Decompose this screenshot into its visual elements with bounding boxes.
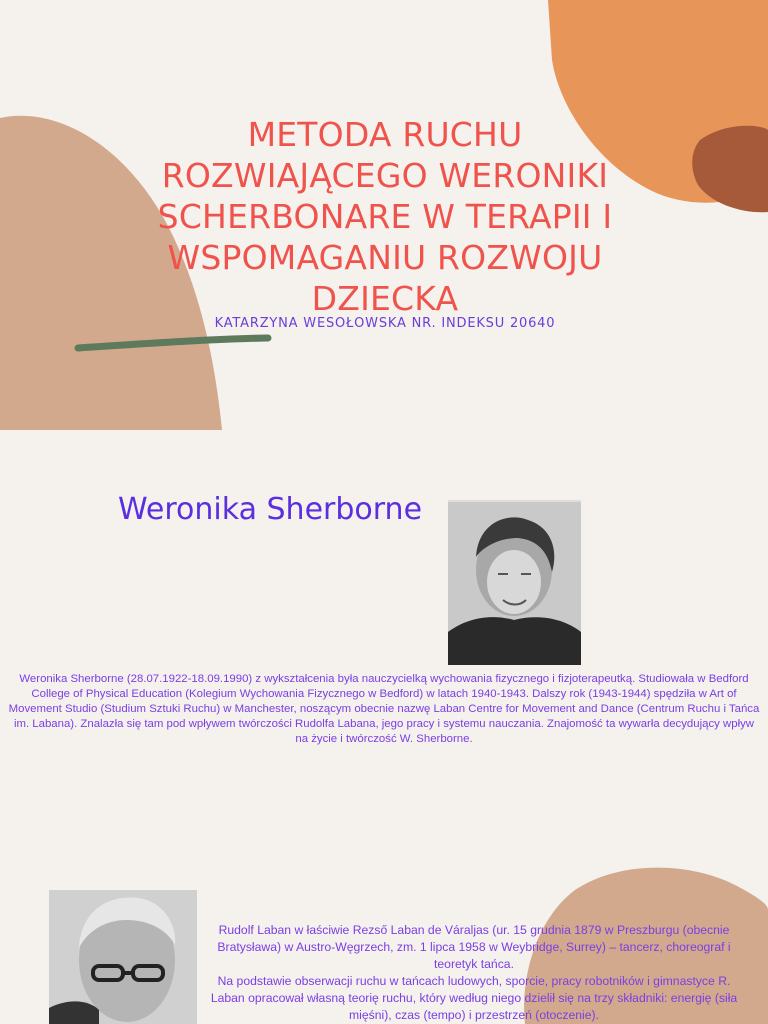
- laban-paragraph-2: Na podstawie obserwacji ruchu w tańcach ludowych, sporcie, pracy robotników i gimnastyce R. Laban opracował własną teorię ruchu, który według niego dzielił się na trzy składniki: energię (siła mięśni), czas (tempo) i przestrzeń (otoczenie).: [210, 974, 738, 1022]
- author-line: KATARZYNA WESOŁOWSKA NR. INDEKSU 20640: [214, 316, 556, 331]
- laban-slide: [0, 860, 768, 1024]
- laban-portrait-illustration: [49, 890, 197, 1024]
- presentation-title: METODA RUCHU ROZWIAJĄCEGO WERONIKI SCHERBONARE W TERAPII I WSPOMAGANIU ROZWOJU DZIECKA: [157, 115, 613, 319]
- biography-text: Weronika Sherborne (28.07.1922-18.09.1990) z wykształcenia była nauczycielką wychowania fizycznego i fizjoterapeutką. Studiowała w Bedford College of Physical Education (Kolegium Wychowania Fizycznego w Bedford) w latach 1940-1943. Dalszy rok (1943-1944) spędziła w Art of Movement Studio (Studium Sztuki Ruchu) w Manchester, noszącym obecnie nazwę Laban Centre for Movement and Dance (Centrum Ruchu i Tańca im. Labana). Znalazła się tam pod wpływem twórczości Rudolfa Labana, jego pracy i systemu nauczania. Znajomość ta wywarła decydujący wpływ na życie i twórczość W. Sherborne.: [8, 673, 760, 745]
- laban-paragraph-1: Rudolf Laban w łaściwie Rezső Laban de Váraljas (ur. 15 grudnia 1879 w Preszburgu (obecnie Bratysława) w Austro-Węgrzech, zm. 1 lipca 1958 w Weybridge, Surrey) – tancerz, choreograf i teoretyk tańca.: [217, 923, 731, 971]
- portrait-illustration: [448, 502, 581, 665]
- section-heading: Weronika Sherborne: [118, 492, 423, 527]
- biography-slide: [0, 430, 768, 860]
- laban-text: [210, 922, 738, 1024]
- portrait-photo: [448, 500, 581, 665]
- title-slide: [0, 0, 768, 430]
- laban-photo: [49, 890, 197, 1024]
